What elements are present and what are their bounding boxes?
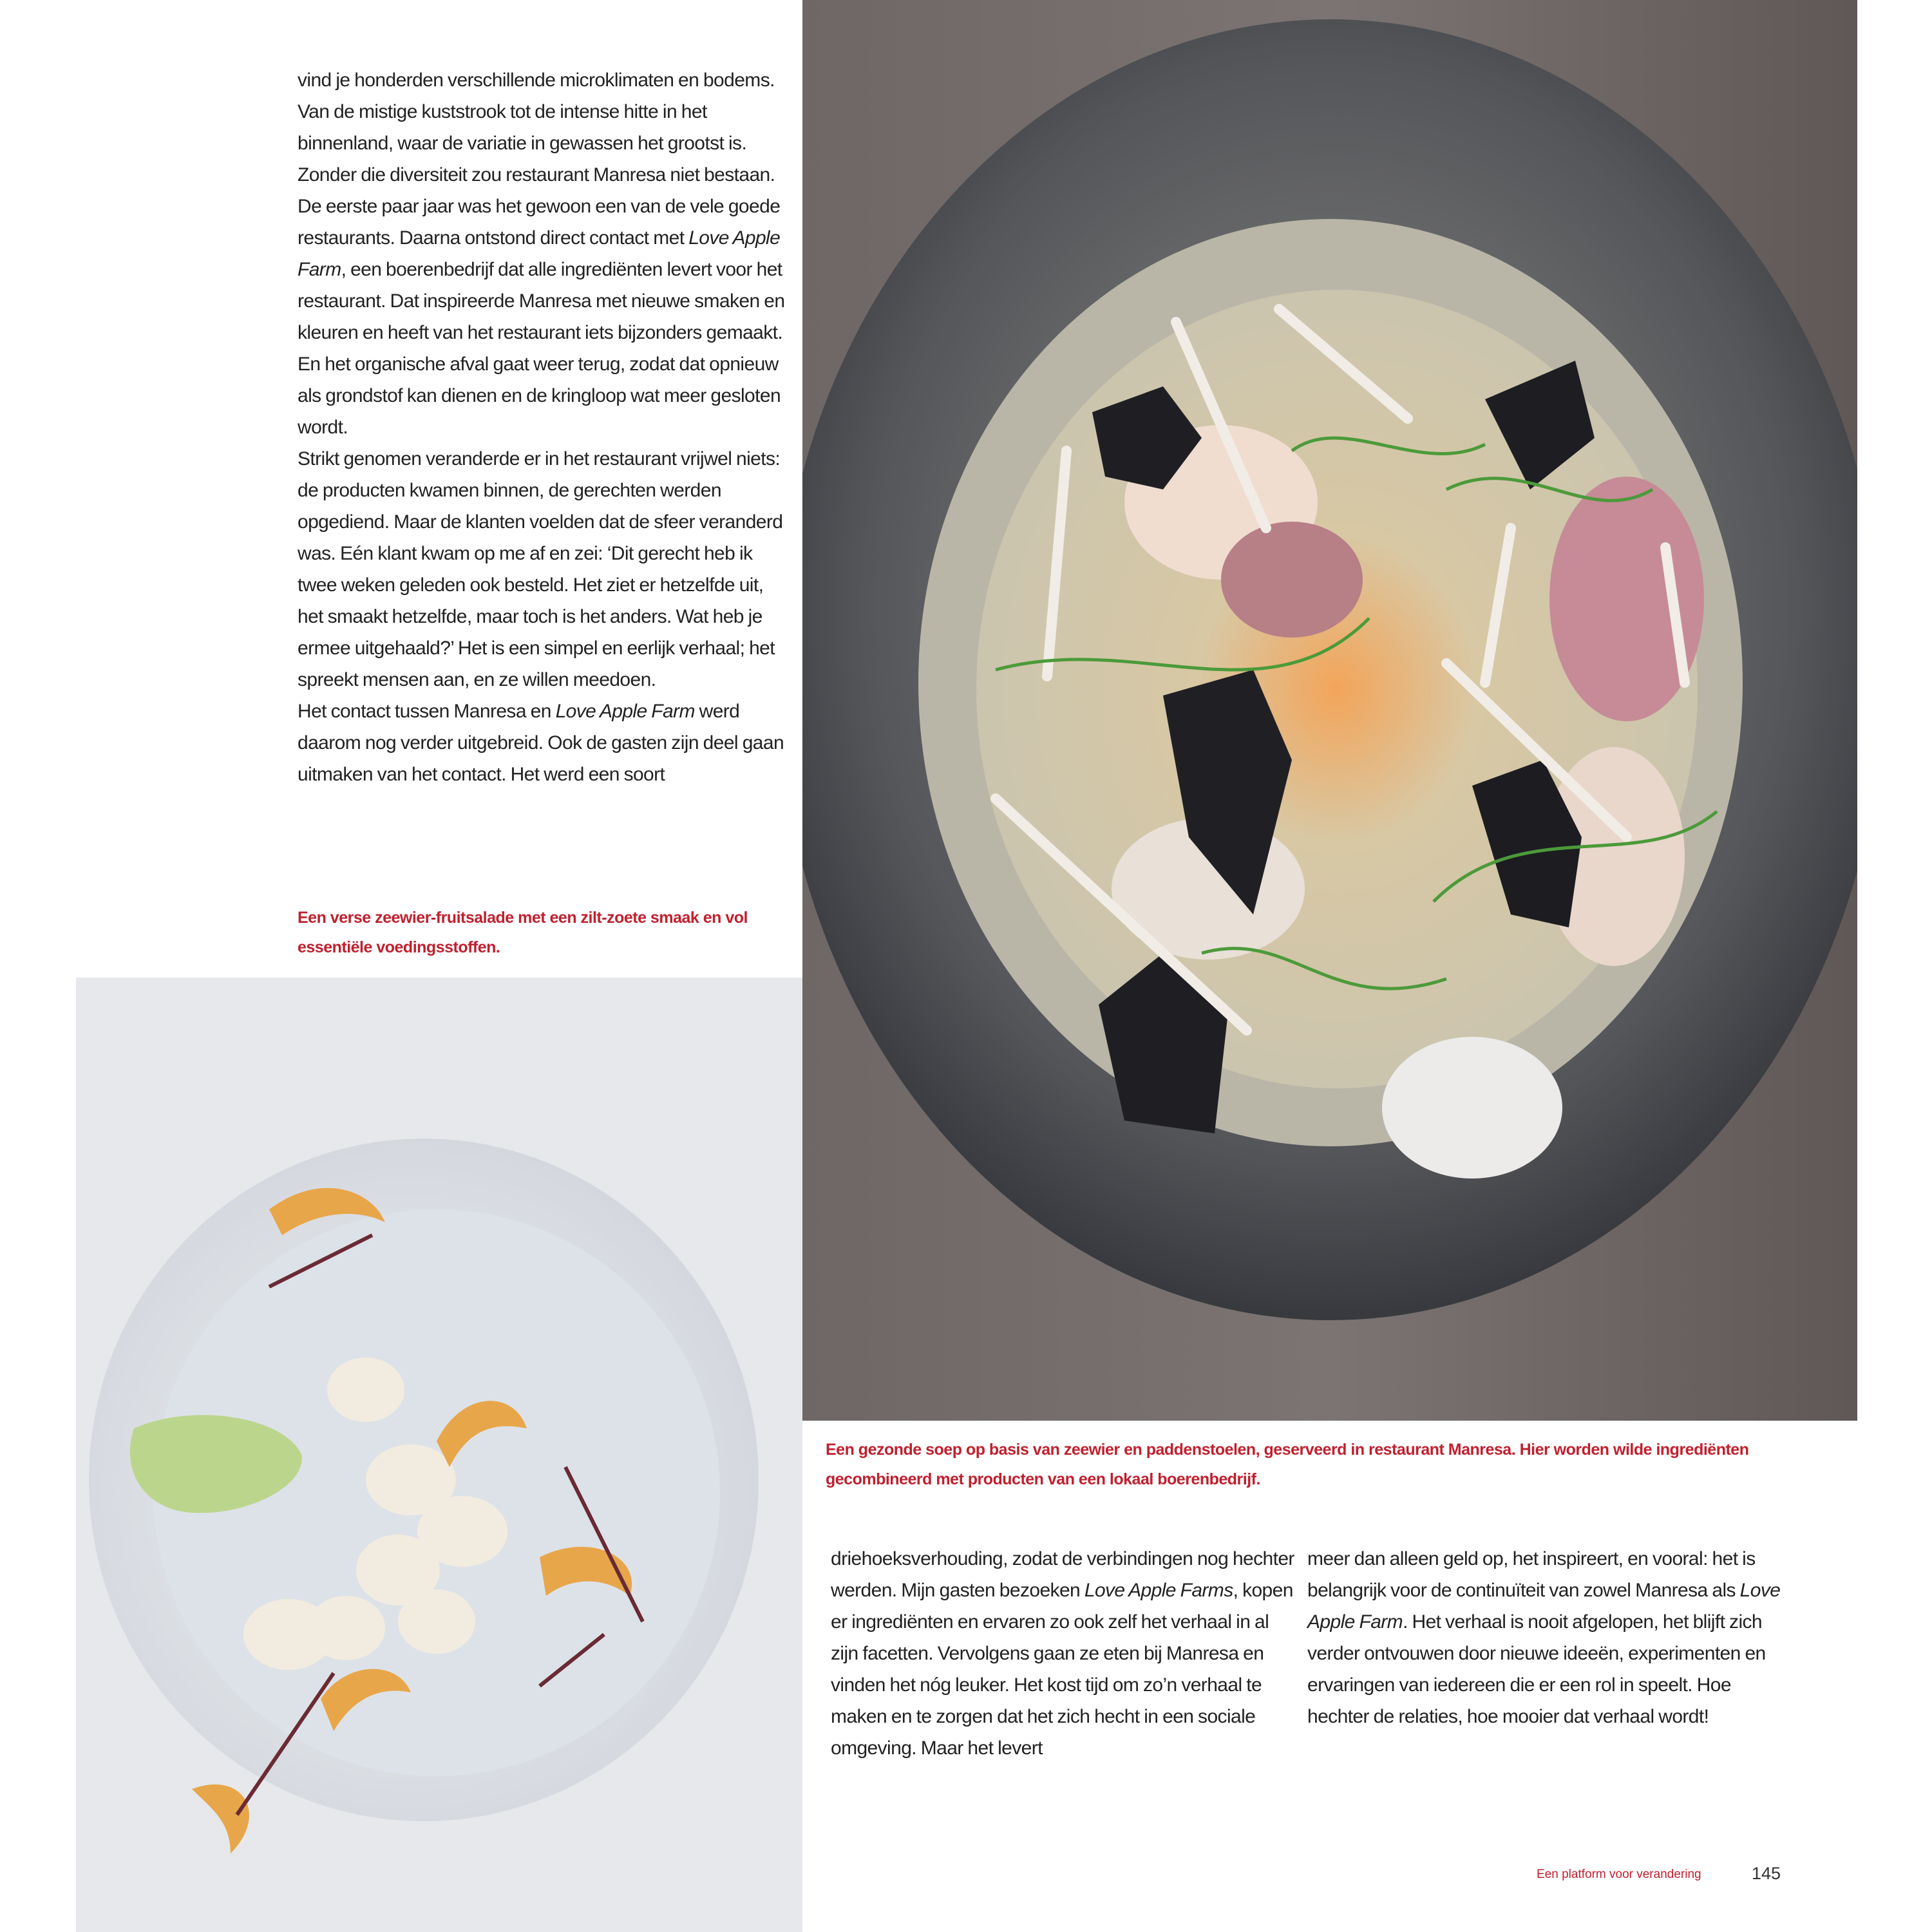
paragraph-3: Het contact tussen Manresa en Love Apple Farm werd daarom nog verder uitgebreid. Ook de gasten zijn deel gaan uitmaken van het contact. Het werd een soort [298, 701, 784, 785]
paragraph-4: driehoeksverhouding, zodat de verbindingen nog hechter werden. Mijn gasten bezoeken Love Apple Farms, kopen er ingrediënten en ervaren zo ook zelf het verhaal in al zijn facetten. Vervolgens gaan ze eten bij Manresa en vinden het nóg leuker. Het kost tijd om zo’n verhaal te maken en te zorgen dat het zich hecht in een sociale omgeving. Maar het levert [831, 1548, 1294, 1759]
page-number: 145 [1752, 1864, 1781, 1883]
soup-photo-caption: Een gezonde soep op basis van zeewier en paddenstoelen, geserveerd in restaurant Manresa. Hier worden wilde ingrediënten gecombineerd met producten van een lokaal boerenbedrijf. [826, 1441, 1749, 1488]
running-footer-section-title: Een platform voor verandering [1537, 1868, 1701, 1881]
paragraph-1: vind je honderden verschillende microklimaten en bodems. Van de mistige kuststrook tot de intense hitte in het binnenland, waar de variatie in gewassen het grootst is. Zonder die diversiteit zou restaurant Manresa niet bestaan. De eerste paar jaar was het gewoon een van de vele goede restaurants. Daarna ontstond direct contact met Love Apple Farm, een boerenbedrijf dat alle ingrediënten levert voor het restaurant. Dat inspireerde Manresa met nieuwe smaken en kleuren en heeft van het restaurant iets bijzonders gemaakt. En het organische afval gaat weer terug, zodat dat opnieuw als grondstof kan dienen en de kringloop wat meer gesloten wordt. [298, 70, 785, 438]
farm-name: Love Apple Farms [1084, 1580, 1233, 1601]
article-text-right-column [1307, 1543, 1784, 1732]
salad-photo-caption: Een verse zeewier-fruitsalade met een zilt-zoete smaak en vol essentiële voedingsstoffen. [298, 909, 748, 956]
farm-name: Love Apple Farm [555, 701, 695, 722]
paragraph-5: meer dan alleen geld op, het inspireert, en vooral: het is belangrijk voor de continuïteit van zowel Manresa als Love Apple Farm. Het verhaal is nooit afgelopen, het blijft zich verder ontvouwen door nieuwe ideeën, experimenten en ervaringen van iedereen die er een rol in speelt. Hoe hechter de relaties, hoe mooier dat verhaal wordt! [1307, 1548, 1781, 1727]
article-text-left-column [298, 64, 787, 790]
seaweed-fruit-salad-photo [76, 978, 802, 1932]
article-text-middle-column [831, 1543, 1294, 1764]
farm-name: Love Apple Farm [1307, 1580, 1781, 1633]
seaweed-mushroom-soup-photo [802, 0, 1857, 1421]
paragraph-2: Strikt genomen veranderde er in het restaurant vrijwel niets: de producten kwamen binnen, de gerechten werden opgediend. Maar de klanten voelden dat de sfeer veranderd was. Eén klant kwam op me af en zei: ‘Dit gerecht heb ik twee weken geleden ook besteld. Het ziet er hetzelfde uit, het smaakt hetzelfde, maar toch is het anders. Wat heb je ermee uitgehaald?’ Het is een simpel en eerlijk verhaal; het spreekt mensen aan, en ze willen meedoen. [298, 448, 783, 690]
farm-name: Love Apple Farm [298, 227, 781, 280]
